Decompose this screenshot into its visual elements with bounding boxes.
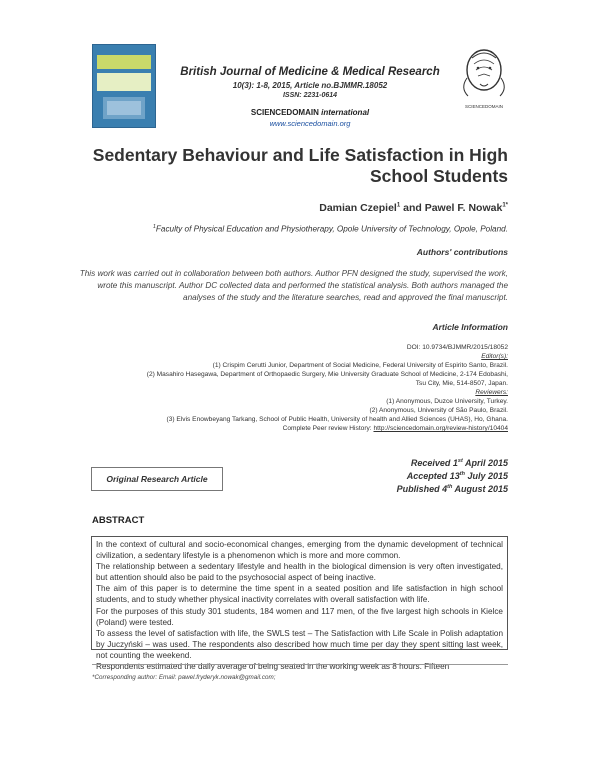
title-line-1: Sedentary Behaviour and Life Satisfaction in High	[92, 145, 508, 165]
editors-label: Editor(s):	[481, 353, 508, 360]
author-and: and	[400, 202, 425, 214]
footnote-divider	[92, 664, 508, 665]
published-pre: Published 4	[396, 484, 448, 494]
journal-issn: ISSN: 2231-0614	[282, 92, 338, 99]
abstract-paragraph-5: To assess the level of satisfaction with life, the SWLS test – The Satisfaction with Life Scale in Polish adaptation by Juczyński – was used. The respondents also described how much time per day they spent sitting last week, not counting the weekend.	[96, 628, 503, 660]
publisher-suffix: international	[321, 108, 370, 117]
affiliation-sup: 1	[152, 224, 156, 230]
svg-text:SCIENCEDOMAIN: SCIENCEDOMAIN	[464, 104, 504, 109]
journal-cover-image	[92, 44, 156, 128]
accepted-pre: Accepted 13	[406, 471, 460, 481]
accepted-post: July 2015	[464, 471, 508, 481]
publisher-name	[160, 108, 460, 117]
article-type-box: Original Research Article	[91, 467, 223, 491]
editor-2-cont: Tsu City, Mie, 514-8507, Japan.	[415, 380, 508, 387]
abstract-box	[91, 536, 508, 672]
published-sup: th	[447, 484, 453, 490]
abstract-paragraph-1: In the context of cultural and socio-economical changes, emerging from the dynamic development of technical civilization, a sedentary lifestyle is a phenomenon which is more and more common.	[96, 540, 503, 561]
abstract-paragraph-2: The relationship between a sedentary lifestyle and health in the biological dimension is very often investigated, but attention should also be paid to the psychosocial aspect of being inactive.	[96, 562, 503, 583]
corresponding-author-footnote: *Corresponding author: Email: pawel.fryderyk.nowak@gmail.com;	[92, 674, 276, 681]
reviewer-1: (1) Anonymous, Duzce University, Turkey.	[386, 398, 508, 405]
abstract-paragraph-6: Respondents estimated the daily average of being seated in the working week as 8 hours. Fifteen	[96, 662, 450, 672]
author-list	[319, 202, 508, 214]
title-line-2: School Students	[369, 166, 508, 186]
journal-issue: 10(3): 1-8, 2015, Article no.BJMMR.18052	[232, 81, 388, 90]
affiliation-text: Faculty of Physical Education and Physiotherapy, Opole University of Technology, Opole, Poland.	[155, 224, 508, 234]
author-1-sup: 1	[396, 202, 401, 209]
abstract-heading: ABSTRACT	[92, 515, 145, 526]
reviewer-2: (2) Anonymous, University of São Paulo, Brazil.	[369, 407, 508, 414]
received-post: April 2015	[462, 458, 508, 468]
article-title	[88, 145, 508, 187]
contributions-text: This work was carried out in collaboration between both authors. Author PFN designed the study, supervised the work, wrote this manuscript. Author DC collected data and performed the statistical analysis. Both authors managed the analyses of the study and the literature searches, read and approved the final manuscript.	[79, 269, 508, 302]
published-post: August 2015	[452, 484, 508, 494]
received-sup: st	[457, 458, 463, 464]
abstract-paragraph-4: For the purposes of this study 301 students, 184 women and 117 men, of the five largest high schools in Kielce (Poland) were tested.	[96, 606, 503, 627]
published-date	[397, 484, 508, 494]
author-1: Damian Czepiel	[319, 202, 397, 214]
review-history-prefix: Complete Peer review History:	[282, 425, 374, 432]
contributions-heading: Authors' contributions	[416, 247, 508, 257]
article-info-heading: Article Information	[432, 322, 508, 332]
publisher-logo	[454, 44, 514, 112]
author-2: Pawel F. Nowak	[424, 202, 503, 214]
accepted-sup: th	[459, 471, 465, 477]
author-2-sup: 1*	[502, 202, 508, 209]
affiliation	[153, 224, 508, 234]
received-pre: Received 1	[410, 458, 458, 468]
editor-2: (2) Masahiro Hasegawa, Department of Orthopaedic Surgery, Mie University Graduate School of Medicine, 2-174 Edobashi,	[146, 371, 508, 378]
doi: DOI: 10.9734/BJMMR/2015/18052	[406, 344, 508, 351]
journal-name: British Journal of Medicine & Medical Research	[180, 66, 440, 78]
editor-1: (1) Crispim Cerutti Junior, Department of Social Medicine, Federal University of Espirito Santo, Brazil.	[212, 362, 508, 369]
publisher-website[interactable]: www.sciencedomain.org	[269, 119, 351, 128]
received-date	[411, 458, 508, 468]
reviewers-label: Reviewers:	[475, 389, 508, 396]
review-history-link[interactable]: http://sciencedomain.org/review-history/10404	[373, 425, 508, 432]
abstract-paragraph-3: The aim of this paper is to determine the time spent in a seated position and life satisfaction in high school students, and to study whether physical inactivity correlates with overall satisfaction with life.	[96, 584, 503, 605]
reviewer-3: (3) Elvis Enowbeyang Tarkang, School of Public Health, University of health and Allied Sciences (UHAS), Ho, Ghana.	[166, 416, 508, 423]
accepted-date	[407, 471, 508, 481]
publisher-main: SCIENCEDOMAIN	[250, 108, 319, 117]
review-history	[68, 424, 508, 433]
